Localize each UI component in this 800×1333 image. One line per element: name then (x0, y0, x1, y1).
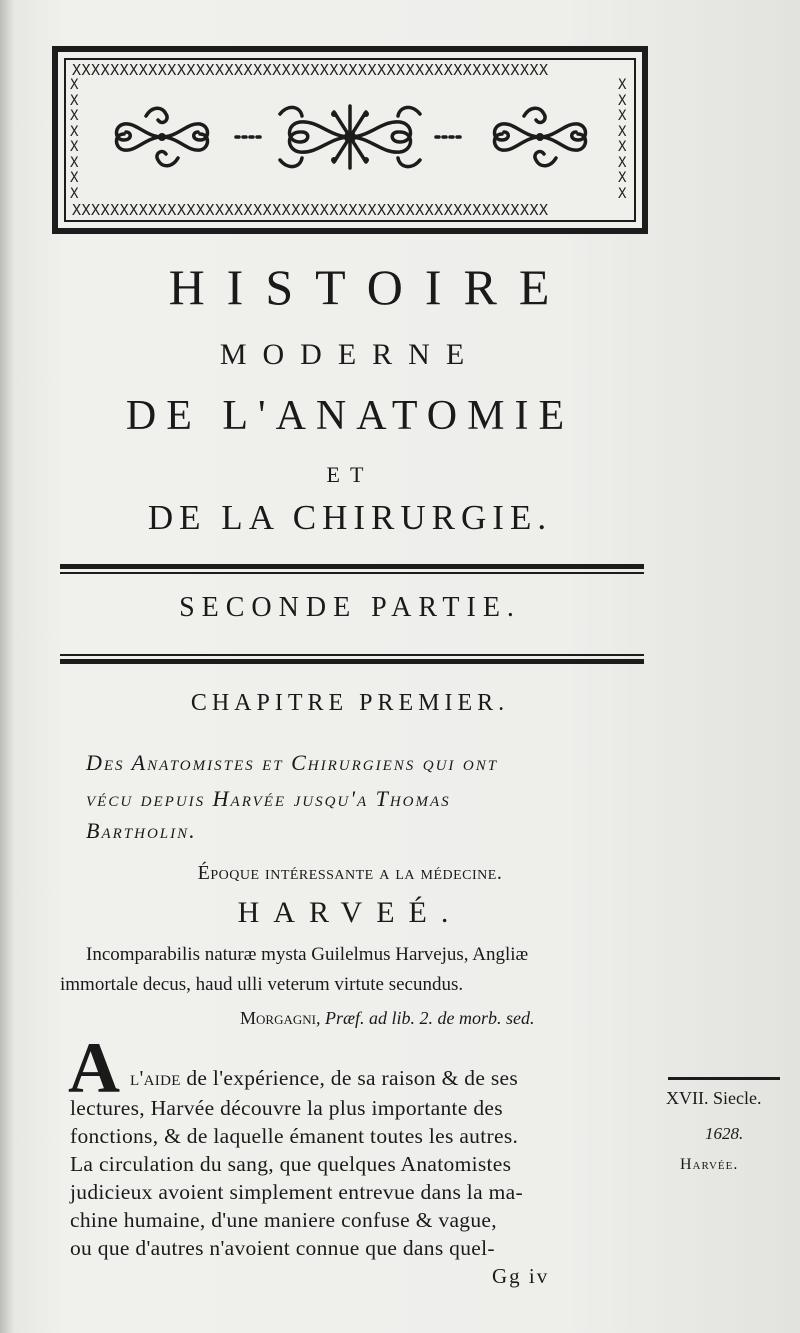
epigraph-line: immortale decus, haud ulli veterum virtute secundus. (60, 974, 464, 995)
left-scroll-ornament-icon (106, 102, 218, 172)
rule-thin (60, 572, 644, 574)
margin-note-year: 1628. (705, 1124, 744, 1143)
ornament-border-top: XXXXXXXXXXXXXXXXXXXXXXXXXXXXXXXXXXXXXXXXXXXXXXXXXX (72, 62, 549, 78)
chapter-subtitle-line: Bartholin. (86, 818, 197, 843)
body-line (130, 1066, 518, 1091)
rule-thin (60, 654, 644, 656)
ornamental-header (52, 46, 648, 234)
epigraph-line: Incomparabilis naturæ mysta Guilelmus Harvejus, Angliæ (86, 944, 529, 965)
ornament-border-left: XXXXXXXX (70, 78, 79, 202)
body-line: chine humaine, d'une maniere confuse & vague, (70, 1208, 497, 1232)
body-line: ou que d'autres n'avoient connue que dans quel- (70, 1236, 495, 1260)
rule-thick (60, 659, 644, 664)
epigraph-source-reference: , Præf. ad lib. 2. de morb. sed. (315, 1008, 535, 1028)
body-line-rest: de l'expérience, de sa raison & de ses (180, 1066, 519, 1090)
double-rule-top (60, 564, 644, 574)
body-line: lectures, Harvée découvre la plus importante des (70, 1096, 503, 1120)
body-line: La circulation du sang, que quelques Anatomistes (70, 1152, 512, 1176)
margin-note-name: Harvée. (680, 1156, 739, 1173)
body-line: fonctions, & de laquelle émanent toutes les autres. (70, 1124, 519, 1148)
gutter-shadow (0, 0, 14, 1333)
margin-note-century: XVII. Siecle. (666, 1088, 762, 1108)
rule-thick (60, 564, 644, 569)
body-line: judicieux avoient simplement entrevue dans la ma- (70, 1180, 523, 1204)
title-de-lanatomie: DE L'ANATOMIE (125, 393, 575, 439)
epoch-heading: Époque intéressante a la médecine. (197, 862, 503, 884)
section-name-harvee: HARVEÉ. (237, 896, 463, 929)
ornament-border-right: XXXXXXXX (618, 78, 627, 202)
drop-cap: A (68, 1028, 120, 1108)
center-scroll-ornament-icon (234, 102, 466, 172)
chapter-subtitle-line: vécu depuis Harvée jusqu'a Thomas (86, 786, 451, 811)
epigraph-source-name: Morgagni (240, 1008, 316, 1028)
ornament-border-bottom: XXXXXXXXXXXXXXXXXXXXXXXXXXXXXXXXXXXXXXXXXXXXXXXXXX (72, 202, 549, 218)
title-et: ET (326, 462, 374, 487)
title-moderne: MODERNE (219, 338, 481, 371)
margin-rule (668, 1077, 780, 1080)
chapter-heading: CHAPITRE PREMIER. (190, 690, 510, 716)
part-heading: SECONDE PARTIE. (179, 592, 521, 623)
body-line-smallcaps: l'aide (130, 1066, 181, 1090)
title-histoire: HISTOIRE (168, 259, 572, 315)
title-de-la-chirurgie: DE LA CHIRURGIE. (147, 498, 553, 537)
double-rule-bottom (60, 654, 644, 664)
signature-mark: Gg iv (492, 1264, 550, 1288)
chapter-subtitle-line: Des Anatomistes et Chirurgiens qui ont (86, 750, 499, 775)
epigraph-source (240, 1008, 534, 1029)
right-scroll-ornament-icon (484, 102, 596, 172)
